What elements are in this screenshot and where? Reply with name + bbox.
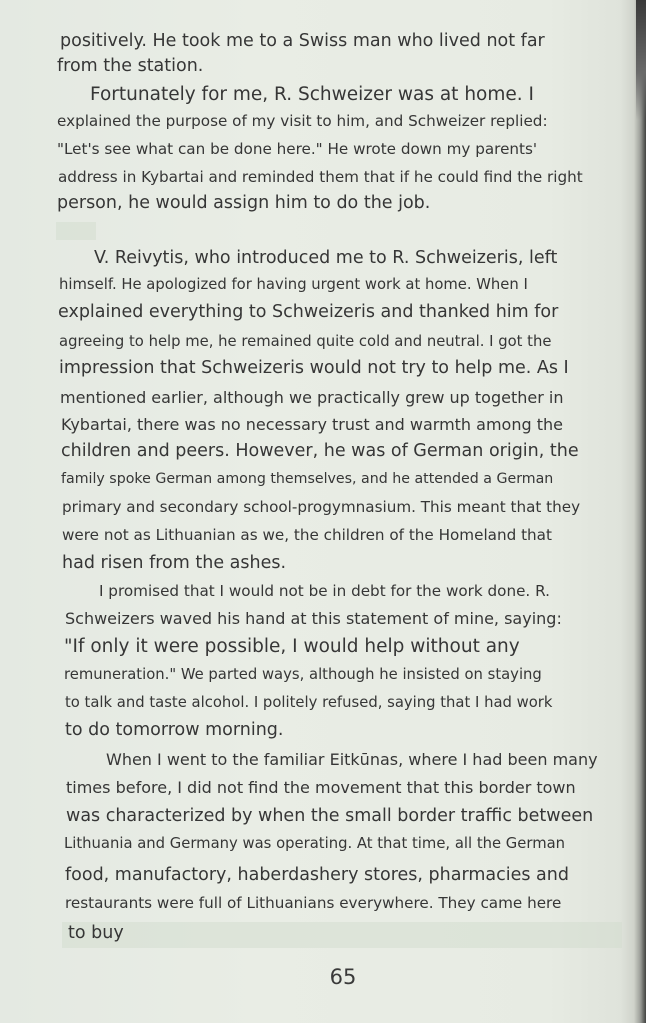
text-line: himself. He apologized for having urgent work at home. When I bbox=[59, 276, 528, 293]
text-line: primary and secondary school-progymnasium. This meant that they bbox=[62, 498, 581, 516]
text-line: family spoke German among themselves, and he attended a German bbox=[61, 471, 554, 487]
text-line: was characterized by when the small border traffic between bbox=[66, 806, 594, 826]
scan-highlight bbox=[56, 222, 96, 240]
text-line: impression that Schweizeris would not try to help me. As I bbox=[59, 358, 569, 378]
page-number: 65 bbox=[329, 965, 357, 989]
text-line: "Let's see what can be done here." He wrote down my parents' bbox=[57, 140, 538, 158]
text-line: "If only it were possible, I would help without any bbox=[64, 636, 520, 657]
text-line: When I went to the familiar Eitkūnas, where I had been many bbox=[106, 750, 598, 769]
text-line: to talk and taste alcohol. I politely refused, saying that I had work bbox=[65, 694, 553, 711]
scan-highlight bbox=[62, 922, 622, 948]
text-line: explained everything to Schweizeris and thanked him for bbox=[58, 302, 559, 322]
text-line: I promised that I would not be in debt for the work done. R. bbox=[99, 582, 550, 600]
text-line: explained the purpose of my visit to him, and Schweizer replied: bbox=[57, 112, 548, 130]
text-line: V. Reivytis, who introduced me to R. Schweizeris, left bbox=[94, 248, 558, 268]
text-line: were not as Lithuanian as we, the children of the Homeland that bbox=[62, 526, 552, 544]
text-line: from the station. bbox=[57, 56, 204, 76]
text-line: had risen from the ashes. bbox=[62, 553, 287, 573]
text-line: remuneration." We parted ways, although he insisted on staying bbox=[64, 666, 542, 683]
text-line: Kybartai, there was no necessary trust and warmth among the bbox=[61, 415, 563, 434]
text-line: to do tomorrow morning. bbox=[65, 720, 284, 740]
text-line: food, manufactory, haberdashery stores, pharmacies and bbox=[65, 865, 569, 885]
text-line: Schweizers waved his hand at this statement of mine, saying: bbox=[65, 609, 562, 628]
text-line: restaurants were full of Lithuanians everywhere. They came here bbox=[65, 894, 562, 912]
text-line: children and peers. However, he was of German origin, the bbox=[61, 441, 579, 461]
text-line: address in Kybartai and reminded them that if he could find the right bbox=[58, 168, 583, 186]
text-line: positively. He took me to a Swiss man who lived not far bbox=[60, 31, 545, 51]
book-binding-edge bbox=[636, 0, 646, 120]
text-line: agreeing to help me, he remained quite cold and neutral. I got the bbox=[59, 333, 552, 350]
text-line: to buy bbox=[68, 923, 124, 943]
book-binding-shadow bbox=[634, 0, 646, 1023]
text-line: mentioned earlier, although we practically grew up together in bbox=[60, 388, 564, 407]
text-line: times before, I did not find the movement that this border town bbox=[66, 778, 576, 797]
text-line: person, he would assign him to do the job. bbox=[57, 193, 431, 213]
text-line: Lithuania and Germany was operating. At that time, all the German bbox=[64, 835, 566, 852]
text-line: Fortunately for me, R. Schweizer was at home. I bbox=[90, 84, 534, 105]
